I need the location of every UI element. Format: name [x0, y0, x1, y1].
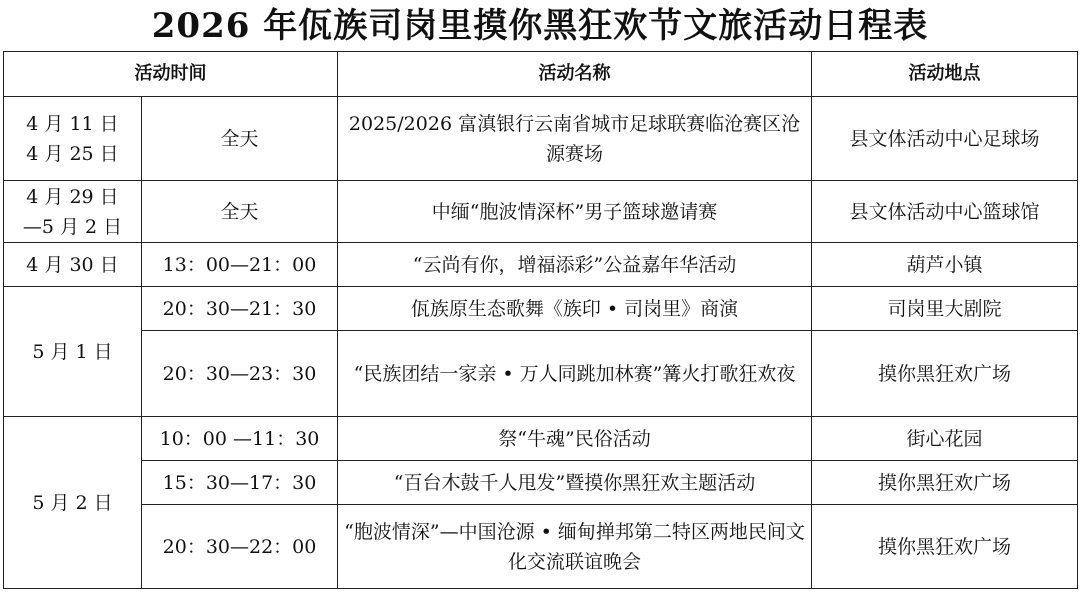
location-cell: 摸你黑狂欢广场	[812, 461, 1078, 505]
activity-name-cell: “百台木鼓千人甩发”暨摸你黑狂欢主题活动	[338, 461, 812, 505]
activity-name-cell: “民族团结一家亲 • 万人同跳加林赛”篝火打歌狂欢夜	[338, 331, 812, 417]
date-line: —5 月 2 日	[22, 215, 123, 238]
table-row	[4, 331, 1078, 417]
table-row	[4, 287, 1078, 331]
time-cell: 13：00—21：00	[142, 243, 338, 287]
location-cell: 葫芦小镇	[812, 243, 1078, 287]
table-row	[4, 97, 1078, 181]
table-row	[4, 181, 1078, 243]
date-cell	[4, 97, 142, 181]
location-cell: 县文体活动中心足球场	[812, 97, 1078, 181]
header-activity-time: 活动时间	[4, 52, 338, 97]
time-cell: 全天	[142, 181, 338, 243]
header-activity-name: 活动名称	[338, 52, 812, 97]
time-cell: 20：30—21：30	[142, 287, 338, 331]
location-cell: 摸你黑狂欢广场	[812, 331, 1078, 417]
location-cell: 司岗里大剧院	[812, 287, 1078, 331]
location-cell: 摸你黑狂欢广场	[812, 505, 1078, 589]
page-title: 2026 年佤族司岗里摸你黑狂欢节文旅活动日程表	[151, 6, 929, 46]
schedule-table	[3, 51, 1078, 589]
activity-name-cell: 2025/2026 富滇银行云南省城市足球联赛临沧赛区沧源赛场	[338, 97, 812, 181]
date-cell	[4, 181, 142, 243]
time-cell: 15：30—17：30	[142, 461, 338, 505]
table-row	[4, 243, 1078, 287]
table-row	[4, 417, 1078, 461]
time-cell: 20：30—22：00	[142, 505, 338, 589]
date-line: 4 月 11 日	[26, 112, 119, 135]
activity-name-cell: 祭“牛魂”民俗活动	[338, 417, 812, 461]
date-line: 5 月 1 日	[32, 340, 113, 363]
activity-name-cell: “云尚有你，增福添彩”公益嘉年华活动	[338, 243, 812, 287]
date-cell	[4, 417, 142, 589]
table-row	[4, 505, 1078, 589]
date-cell	[4, 287, 142, 417]
date-line: 4 月 25 日	[26, 142, 119, 165]
location-cell: 县文体活动中心篮球馆	[812, 181, 1078, 243]
date-line: 4 月 30 日	[26, 253, 119, 276]
time-cell: 20：30—23：30	[142, 331, 338, 417]
header-activity-location: 活动地点	[812, 52, 1078, 97]
time-cell: 全天	[142, 97, 338, 181]
time-cell: 10：00 —11：30	[142, 417, 338, 461]
header-row	[4, 52, 1078, 97]
date-line: 5 月 2 日	[32, 491, 113, 514]
activity-name-cell: 佤族原生态歌舞《族印 • 司岗里》商演	[338, 287, 812, 331]
date-cell	[4, 243, 142, 287]
date-line: 4 月 29 日	[26, 185, 119, 208]
activity-name-cell: “胞波情深”—中国沧源 • 缅甸掸邦第二特区两地民间文化交流联谊晚会	[338, 505, 812, 589]
location-cell: 街心花园	[812, 417, 1078, 461]
table-row	[4, 461, 1078, 505]
activity-name-cell: 中缅“胞波情深杯”男子篮球邀请赛	[338, 181, 812, 243]
